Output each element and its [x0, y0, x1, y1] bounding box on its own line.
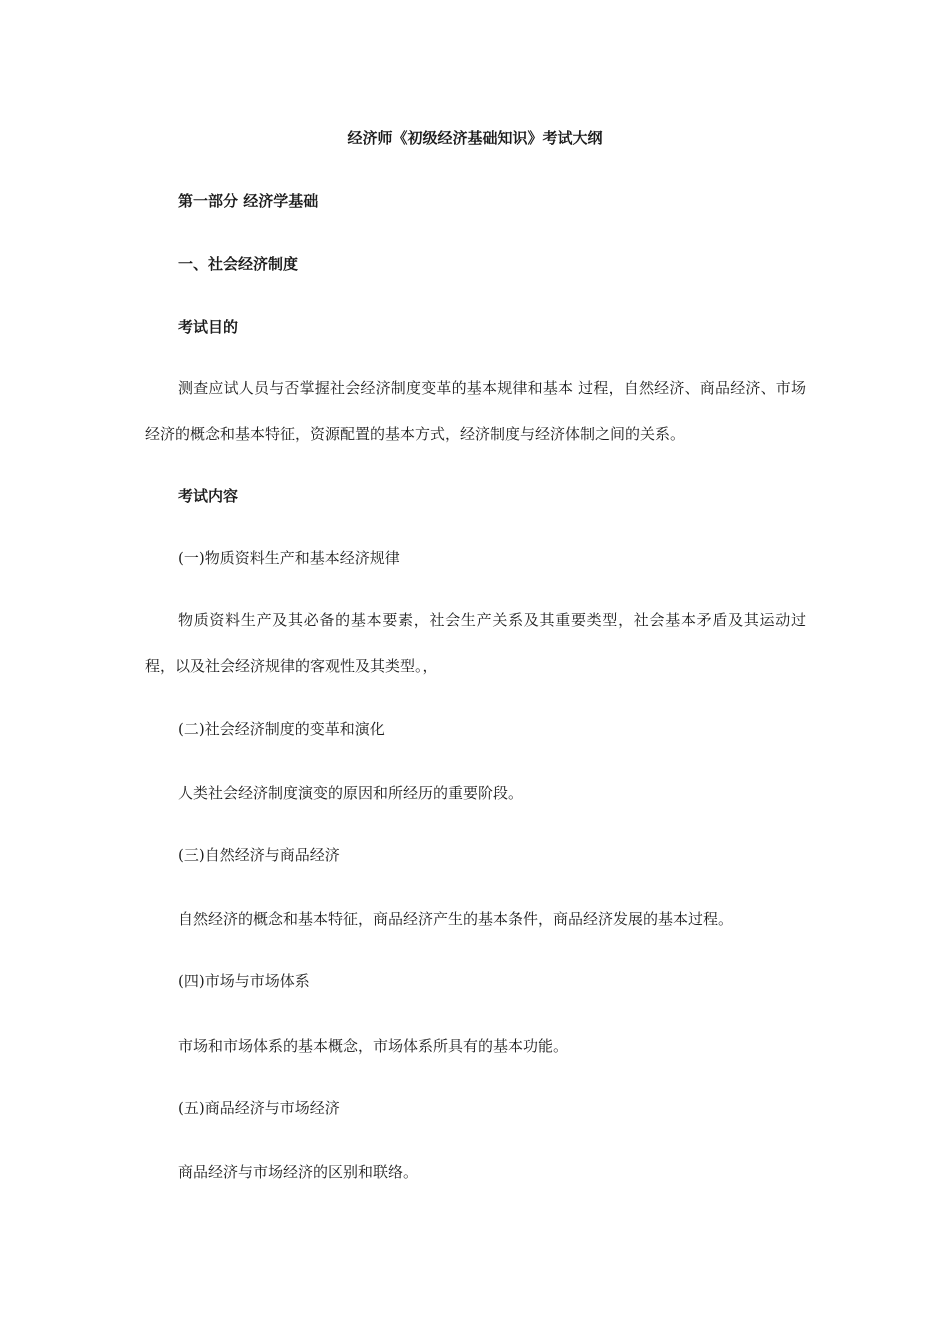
item-paragraph-3: 自然经济的概念和基本特征，商品经济产生的基本条件，商品经济发展的基本过程。	[178, 910, 734, 928]
item-paragraph-5: 商品经济与市场经济的区别和联络。	[178, 1163, 419, 1181]
purpose-paragraph: 测查应试人员与否掌握社会经济制度变革的基本规律和基本 过程，自然经济、商品经济、市场经济的概念和基本特征，资源配置的基本方式，经济制度与经济体制之间的关系。	[145, 379, 806, 443]
item-paragraph-1: 物质资料生产及其必备的基本要素，社会生产关系及其重要类型，社会基本矛盾及其运动过程，以及社会经济规律的客观性及其类型。，	[145, 611, 806, 675]
content-heading: 考试内容	[178, 487, 239, 505]
item-heading-1: (一)物质资料生产和基本经济规律	[178, 549, 400, 567]
item-paragraph-2: 人类社会经济制度演变的原因和所经历的重要阶段。	[178, 784, 524, 802]
item-paragraph-4: 市场和市场体系的基本概念，市场体系所具有的基本功能。	[178, 1037, 569, 1055]
item-heading-2: (二)社会经济制度的变革和演化	[178, 720, 385, 738]
document-title: 经济师《初级经济基础知识》考试大纲	[347, 129, 603, 147]
item-heading-5: (五)商品经济与市场经济	[178, 1099, 340, 1117]
section-heading: 一、社会经济制度	[178, 255, 299, 273]
purpose-heading: 考试目的	[178, 318, 239, 336]
item-heading-4: (四)市场与市场体系	[178, 972, 310, 990]
part-heading: 第一部分 经济学基础	[178, 192, 319, 210]
item-heading-3: (三)自然经济与商品经济	[178, 846, 340, 864]
